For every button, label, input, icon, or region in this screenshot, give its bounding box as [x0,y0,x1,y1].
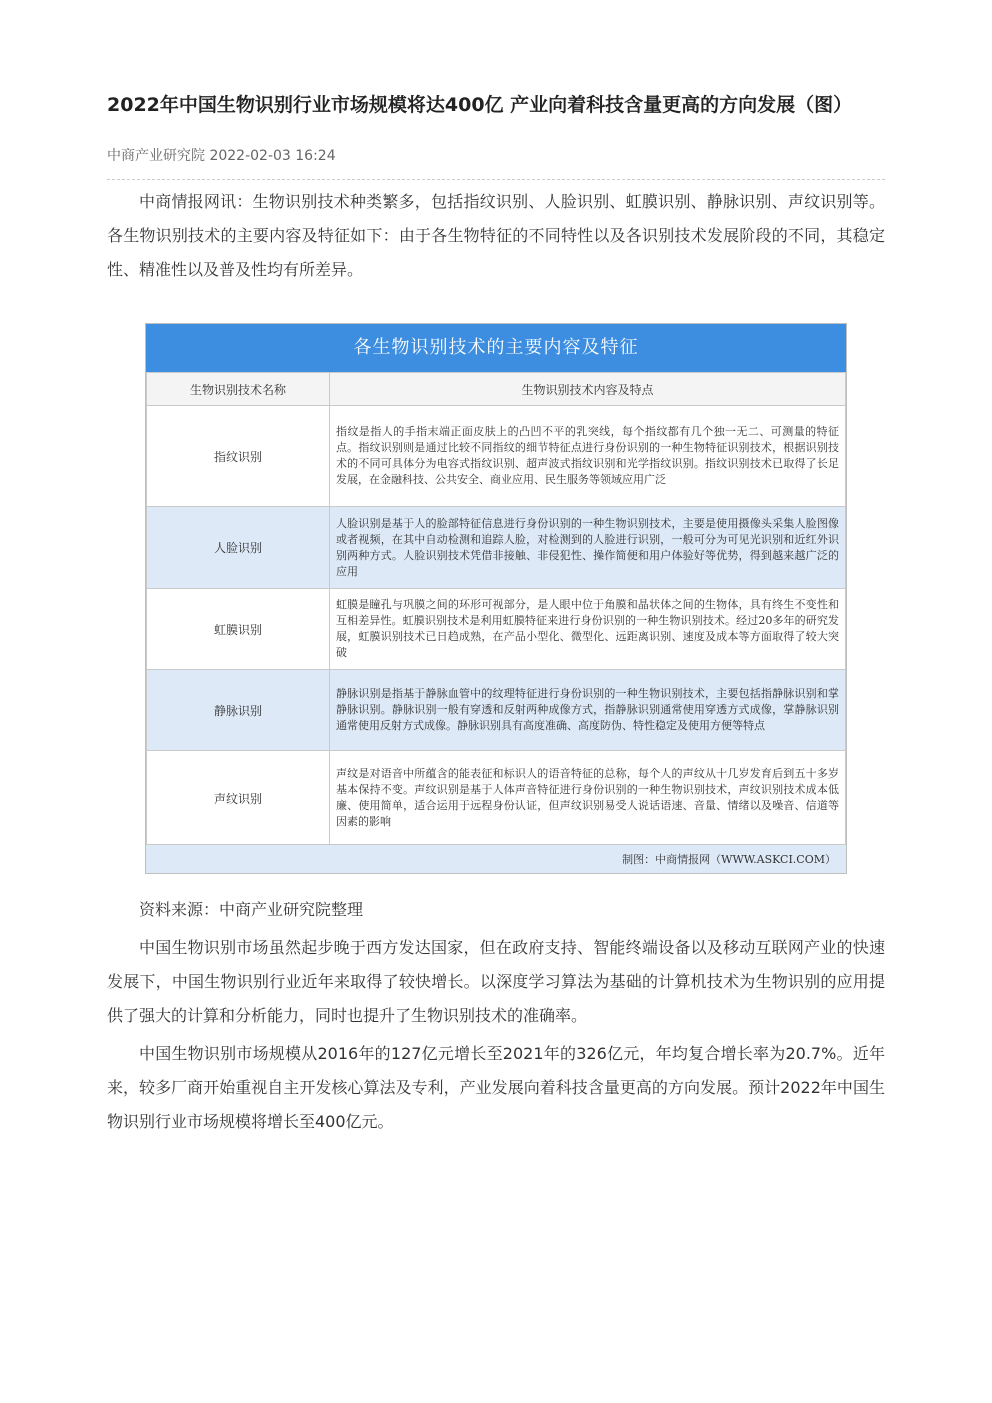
row-desc: 人脸识别是基于人的脸部特征信息进行身份识别的一种生物识别技术，主要是使用摄像头采集人脸图像或者视频，在其中自动检测和追踪人脸，对检测到的人脸进行识别，一般可分为可见光识别和近红外识别两种方式。人脸识别技术凭借非接触、非侵犯性、操作简便和用户体验好等优势，得到越来越广泛的应用 [330,507,846,589]
row-desc: 虹膜是瞳孔与巩膜之间的环形可视部分，是人眼中位于角膜和晶状体之间的生物体，具有终生不变性和互相差异性。虹膜识别技术是利用虹膜特征来进行身份识别的一种生物识别技术。经过20多年的研究发展，虹膜识别技术已日趋成熟，在产品小型化、微型化、远距离识别、速度及成本等方面取得了较大突破 [330,589,846,670]
row-desc: 声纹是对语音中所蕴含的能表征和标识人的语音特征的总称，每个人的声纹从十几岁发育后到五十多岁基本保持不变。声纹识别是基于人体声音特征进行身份识别的一种生物识别技术，声纹识别技术成本低廉、使用简单，适合运用于远程身份认证，但声纹识别易受人说话语速、音量、情绪以及噪音、信道等因素的影响 [330,751,846,846]
row-name: 人脸识别 [147,507,330,589]
table-row [147,507,846,589]
table-row [147,751,846,846]
table-row [147,589,846,670]
figure-footer: 制图：中商情报网（WWW.ASKCI.COM） [146,844,846,873]
article [107,88,885,287]
biometrics-figure [145,323,847,874]
column-header-desc: 生物识别技术内容及特点 [330,373,846,406]
row-desc: 静脉识别是指基于静脉血管中的纹理特征进行身份识别的一种生物识别技术，主要包括指静脉识别和掌静脉识别。静脉识别一般有穿透和反射两种成像方式，指静脉识别通常使用穿透方式成像，掌静脉识别通常使用反射方式成像。静脉识别具有高度准确、高度防伪、特性稳定及使用方便等特点 [330,670,846,751]
table-header-row [147,373,846,406]
row-name: 声纹识别 [147,751,330,846]
source-note: 资料来源：中商产业研究院整理 [139,900,364,919]
article-title: 2022年中国生物识别行业市场规模将达400亿 产业向着科技含量更高的方向发展（图） [107,94,853,116]
figure-title: 各生物识别技术的主要内容及特征 [146,324,846,372]
body-paragraph: 中国生物识别市场规模从2016年的127亿元增长至2021年的326亿元，年均复合增长率为20.7%。近年来，较多厂商开始重视自主开发核心算法及专利，产业发展向着科技含量更高的方向发展。预计2022年中国生物识别行业市场规模将增长至400亿元。 [107,1044,885,1131]
row-name: 指纹识别 [147,406,330,507]
row-name: 虹膜识别 [147,589,330,670]
article-continued [107,893,885,1139]
intro-paragraph: 中商情报网讯：生物识别技术种类繁多，包括指纹识别、人脸识别、虹膜识别、静脉识别、声纹识别等。各生物识别技术的主要内容及特征如下：由于各生物特征的不同特性以及各识别技术发展阶段的不同，其稳定性、精准性以及普及性均有所差异。 [107,192,885,279]
table-row [147,670,846,751]
row-name: 静脉识别 [147,670,330,751]
table-row [147,406,846,507]
meta-divider [107,179,885,180]
biometrics-table [146,372,846,846]
column-header-name: 生物识别技术名称 [147,373,330,406]
body-paragraph: 中国生物识别市场虽然起步晚于西方发达国家，但在政府支持、智能终端设备以及移动互联网产业的快速发展下，中国生物识别行业近年来取得了较快增长。以深度学习算法为基础的计算机技术为生物识别的应用提供了强大的计算和分析能力，同时也提升了生物识别技术的准确率。 [107,938,885,1025]
article-meta: 中商产业研究院 2022-02-03 16:24 [107,148,336,164]
row-desc: 指纹是指人的手指末端正面皮肤上的凸凹不平的乳突线，每个指纹都有几个独一无二、可测量的特征点。指纹识别则是通过比较不同指纹的细节特征点进行身份识别的一种生物特征识别技术，根据识别技术的不同可具体分为电容式指纹识别、超声波式指纹识别和光学指纹识别。指纹识别技术已取得了长足发展，在金融科技、公共安全、商业应用、民生服务等领域应用广泛 [330,406,846,507]
